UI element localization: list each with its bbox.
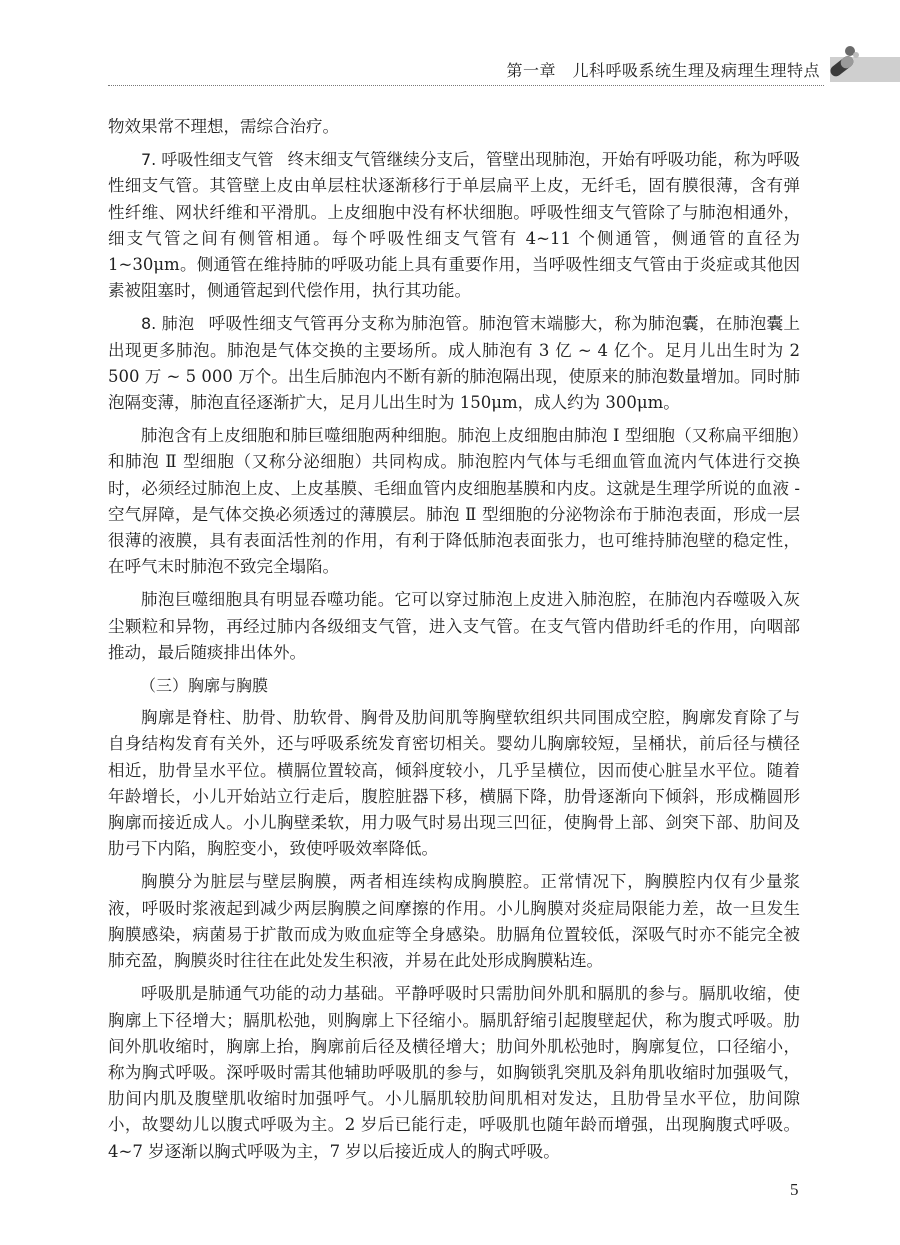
paragraph: 肺泡含有上皮细胞和肺巨噬细胞两种细胞。肺泡上皮细胞由肺泡 Ⅰ 型细胞（又称扁平细胞）和肺泡 Ⅱ 型细胞（又称分泌细胞）共同构成。肺泡腔内气体与毛细血管血流内气体进行交换时，必须经过肺泡上皮、上皮基膜、毛细血管内皮细胞基膜和内皮。这就是生理学所说的血液 - 空气屏障，是气体交换必须透过的薄膜层。肺泡 Ⅱ 型细胞的分泌物涂布于肺泡表面，形成一层很薄的液膜，具有表面活性剂的作用，有利于降低肺泡表面张力，也可维持肺泡壁的稳定性，在呼气末时肺泡不致完全塌陷。: [108, 426, 800, 577]
paragraph-text: 终末细支气管继续分支后，管壁出现肺泡，开始有呼吸功能，称为呼吸性细支气管。其管壁上皮由单层柱状逐渐移行于单层扁平上皮，无纤毛，固有膜很薄，含有弹性纤维、网状纤维和平滑肌。上皮细胞中没有杯状细胞。呼吸性细支气管除了与肺泡相通外，细支气管之间有侧管相通。每个呼吸性细支气管有 4~11 个侧通管，侧通管的直径为 1~30μm。侧通管在维持肺的呼吸功能上具有重要作用，当呼吸性细支气管由于炎症或其他因素被阻塞时，侧通管起到代偿作用，执行其功能。: [108, 150, 800, 301]
paragraph-alveolus: [108, 311, 800, 416]
page-body: [108, 114, 800, 1172]
page-number: 5: [790, 1180, 799, 1199]
paragraph: 物效果常不理想，需综合治疗。: [108, 117, 339, 136]
paragraph: 呼吸肌是肺通气功能的动力基础。平静呼吸时只需肋间外肌和膈肌的参与。膈肌收缩，使胸廓上下径增大；膈肌松弛，则胸廓上下径缩小。膈肌舒缩引起腹壁起伏，称为腹式呼吸。肋间外肌收缩时，胸廓上抬，胸廓前后径及横径增大；肋间外肌松弛时，胸廓复位，口径缩小，称为胸式呼吸。深呼吸时需其他辅助呼吸肌的参与，如胸锁乳突肌及斜角肌收缩时加强吸气，肋间内肌及腹壁肌收缩时加强呼气。小儿膈肌较肋间肌相对发达，且肋骨呈水平位，肋间隙小，故婴幼儿以腹式呼吸为主。2 岁后已能行走，呼吸肌也随年龄而增强，出现胸腹式呼吸。4~7 岁逐渐以胸式呼吸为主，7 岁以后接近成人的胸式呼吸。: [108, 984, 800, 1161]
term-heading: 8. 肺泡: [141, 314, 195, 334]
paragraph: 胸廓是脊柱、肋骨、肋软骨、胸骨及肋间肌等胸壁软组织共同围成空腔，胸廓发育除了与自身结构发育有关外，还与呼吸系统发育密切相关。婴幼儿胸廓较短，呈桶状，前后径与横径相近，肋骨呈水平位。横膈位置较高，倾斜度较小，几乎呈横位，因而使心脏呈水平位。随着年龄增长，小儿开始站立行走后，腹腔脏器下移，横膈下降，肋骨逐渐向下倾斜，形成椭圆形胸廓而接近成人。小儿胸壁柔软，用力吸气时易出现三凹征，使胸骨上部、剑突下部、肋间及肋弓下内陷，胸腔变小，致使呼吸效率降低。: [108, 708, 800, 859]
running-header: [108, 58, 820, 86]
header-divider: [108, 85, 824, 86]
capsule-icon: [824, 42, 862, 82]
paragraph: 肺泡巨噬细胞具有明显吞噬功能。它可以穿过肺泡上皮进入肺泡腔，在肺泡内吞噬吸入灰尘颗粒和异物，再经过肺内各级细支气管，进入支气管。在支气管内借助纤毛的作用，向咽部推动，最后随痰排出体外。: [108, 590, 800, 662]
chapter-title: 第一章 儿科呼吸系统生理及病理生理特点: [506, 61, 820, 80]
paragraph-respiratory-bronchiole: [108, 147, 800, 304]
paragraph-text: 呼吸性细支气管再分支称为肺泡管。肺泡管末端膨大，称为肺泡囊，在肺泡囊上出现更多肺泡。肺泡是气体交换的主要场所。成人肺泡有 3 亿 ~ 4 亿个。足月儿出生时为 2 500 万 ~ 5 000 万个。出生后肺泡内不断有新的肺泡隔出现，使原来的肺泡数量增加。同时肺泡隔变薄，肺泡直径逐渐扩大，足月儿出生时为 150μm，成人约为 300μm。: [108, 314, 801, 413]
section-heading: （三）胸廓与胸膜: [140, 676, 269, 696]
term-heading: 7. 呼吸性细支气管: [141, 150, 274, 170]
paragraph: 胸膜分为脏层与壁层胸膜，两者相连续构成胸膜腔。正常情况下，胸膜腔内仅有少量浆液，呼吸时浆液起到减少两层胸膜之间摩擦的作用。小儿胸膜对炎症局限能力差，故一旦发生胸膜感染，病菌易于扩散而成为败血症等全身感染。肋膈角位置较低，深吸气时亦不能完全被肺充盈，胸膜炎时往往在此处发生积液，并易在此处形成胸膜粘连。: [108, 872, 800, 971]
